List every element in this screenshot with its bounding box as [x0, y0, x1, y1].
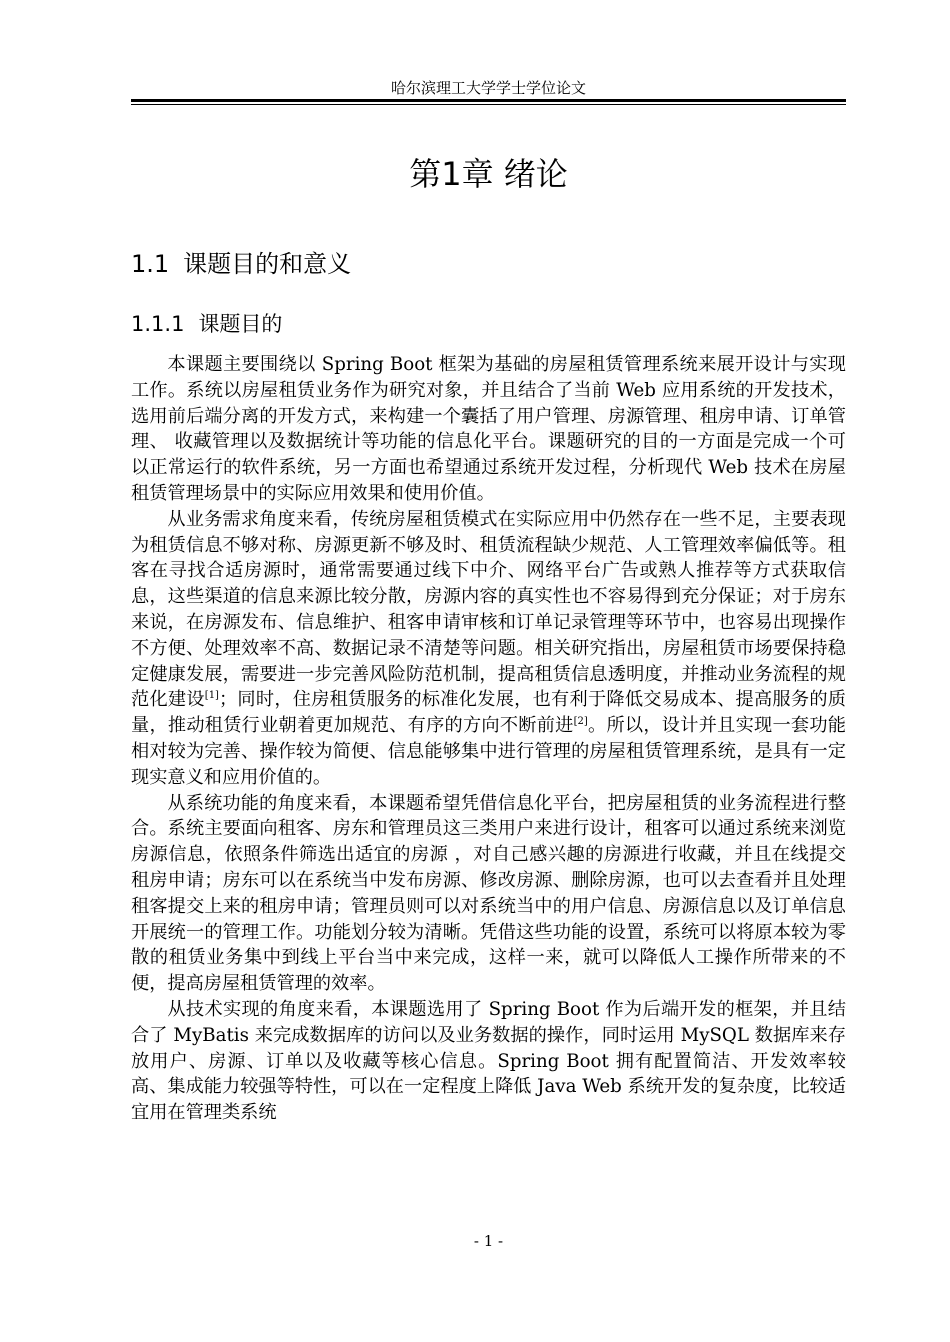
paragraph-technology: 从技术实现的角度来看，本课题选用了 Spring Boot 作为后端开发的框架，并且结合了 MyBatis 来完成数据库的访问以及业务数据的操作，同时运用 MySQL 数据库来存放用户、房源、订单以及收藏等核心信息。Spring Boot 拥有配置简洁、开发效率较高、集成能力较强等特性，可以在一定程度上降低 Java Web 系统开发的复杂度，比较适宜用在管理类系统 [131, 998, 846, 1124]
subsection-name: 课题目的 [198, 312, 283, 336]
body-text [131, 352, 846, 1126]
paragraph-segment: ；同时，住房租赁服务的标准化发展，也有利于降低交易成本、提高服务的质量，推动租赁行业朝着更加规范、有序的方向不断前进 [131, 689, 846, 737]
chapter-title [131, 150, 846, 198]
chapter-name: 绪论 [503, 155, 568, 193]
header-rule-thin [131, 104, 846, 105]
subsection-title [131, 308, 282, 340]
paragraph-system-function: 从系统功能的角度来看，本课题希望凭借信息化平台，把房屋租赁的业务流程进行整合。系统主要面向租客、房东和管理员这三类用户来进行设计，租客可以通过系统来浏览房源信息，依照条件筛选出适宜的房源 ，对自己感兴趣的房源进行收藏，并且在线提交租房申请；房东可以在系统当中发布房源、修改房源、删除房源，也可以去查看并且处理租客提交上来的租房申请；管理员则可以对系统当中的用户信息、房源信息以及订单信息开展统一的管理工作。功能划分较为清晰。凭借这些功能的设置，系统可以将原本较为零散的租赁业务集中到线上平台当中来完成，这样一来，就可以降低人工操作所带来的不便，提高房屋租赁管理的效率。 [131, 792, 846, 995]
paragraph-purpose: 本课题主要围绕以 Spring Boot 框架为基础的房屋租赁管理系统来展开设计与实现工作。系统以房屋租赁业务作为研究对象，并且结合了当前 Web 应用系统的开发技术，选用前后端分离的开发方式，来构建一个囊括了用户管理、房源管理、租房申请、订单管理、 收藏管理以及数据统计等功能的信息化平台。课题研究的目的一方面是完成一个可以正常运行的软件系统，另一方面也希望通过系统开发过程，分析现代 Web 技术在房屋租赁管理场景中的实际应用效果和使用价值。 [131, 354, 846, 504]
paragraph-segment: 。所以，设计并且实现一套功能相对较为完善、操作较为简便、信息能够集中进行管理的房屋租赁管理系统，是具有一定现实意义和应用价值的。 [131, 715, 846, 788]
page-number: - 1 - [473, 1232, 504, 1250]
paragraph-business-need [131, 507, 846, 791]
section-number: 1.1 [131, 250, 170, 278]
citation-1: [1] [204, 690, 219, 702]
running-header: 哈尔滨理工大学学士学位论文 [390, 79, 586, 97]
chapter-number: 第1章 [409, 155, 494, 193]
section-title [131, 246, 351, 282]
paragraph-segment: 从业务需求角度来看，传统房屋租赁模式在实际应用中仍然存在一些不足，主要表现为租赁信息不够对称、房源更新不够及时、租赁流程缺少规范、人工管理效率偏低等。租客在寻找合适房源时，通常需要通过线下中介、网络平台广告或熟人推荐等方式获取信息，这些渠道的信息来源比较分散，房源内容的真实性也不容易得到充分保证；对于房东来说，在房源发布、信息维护、租客申请审核和订单记录管理等环节中，也容易出现操作不方便、处理效率不高、数据记录不清楚等问题。相关研究指出，房屋租赁市场要保持稳定健康发展，需要进一步完善风险防范机制，提高租赁信息透明度，并推动业务流程的规范化建设 [131, 508, 846, 711]
section-name: 课题目的和意义 [183, 250, 352, 278]
citation-2: [2] [573, 716, 588, 728]
subsection-number: 1.1.1 [131, 312, 185, 336]
header-rule-thick [131, 99, 846, 102]
